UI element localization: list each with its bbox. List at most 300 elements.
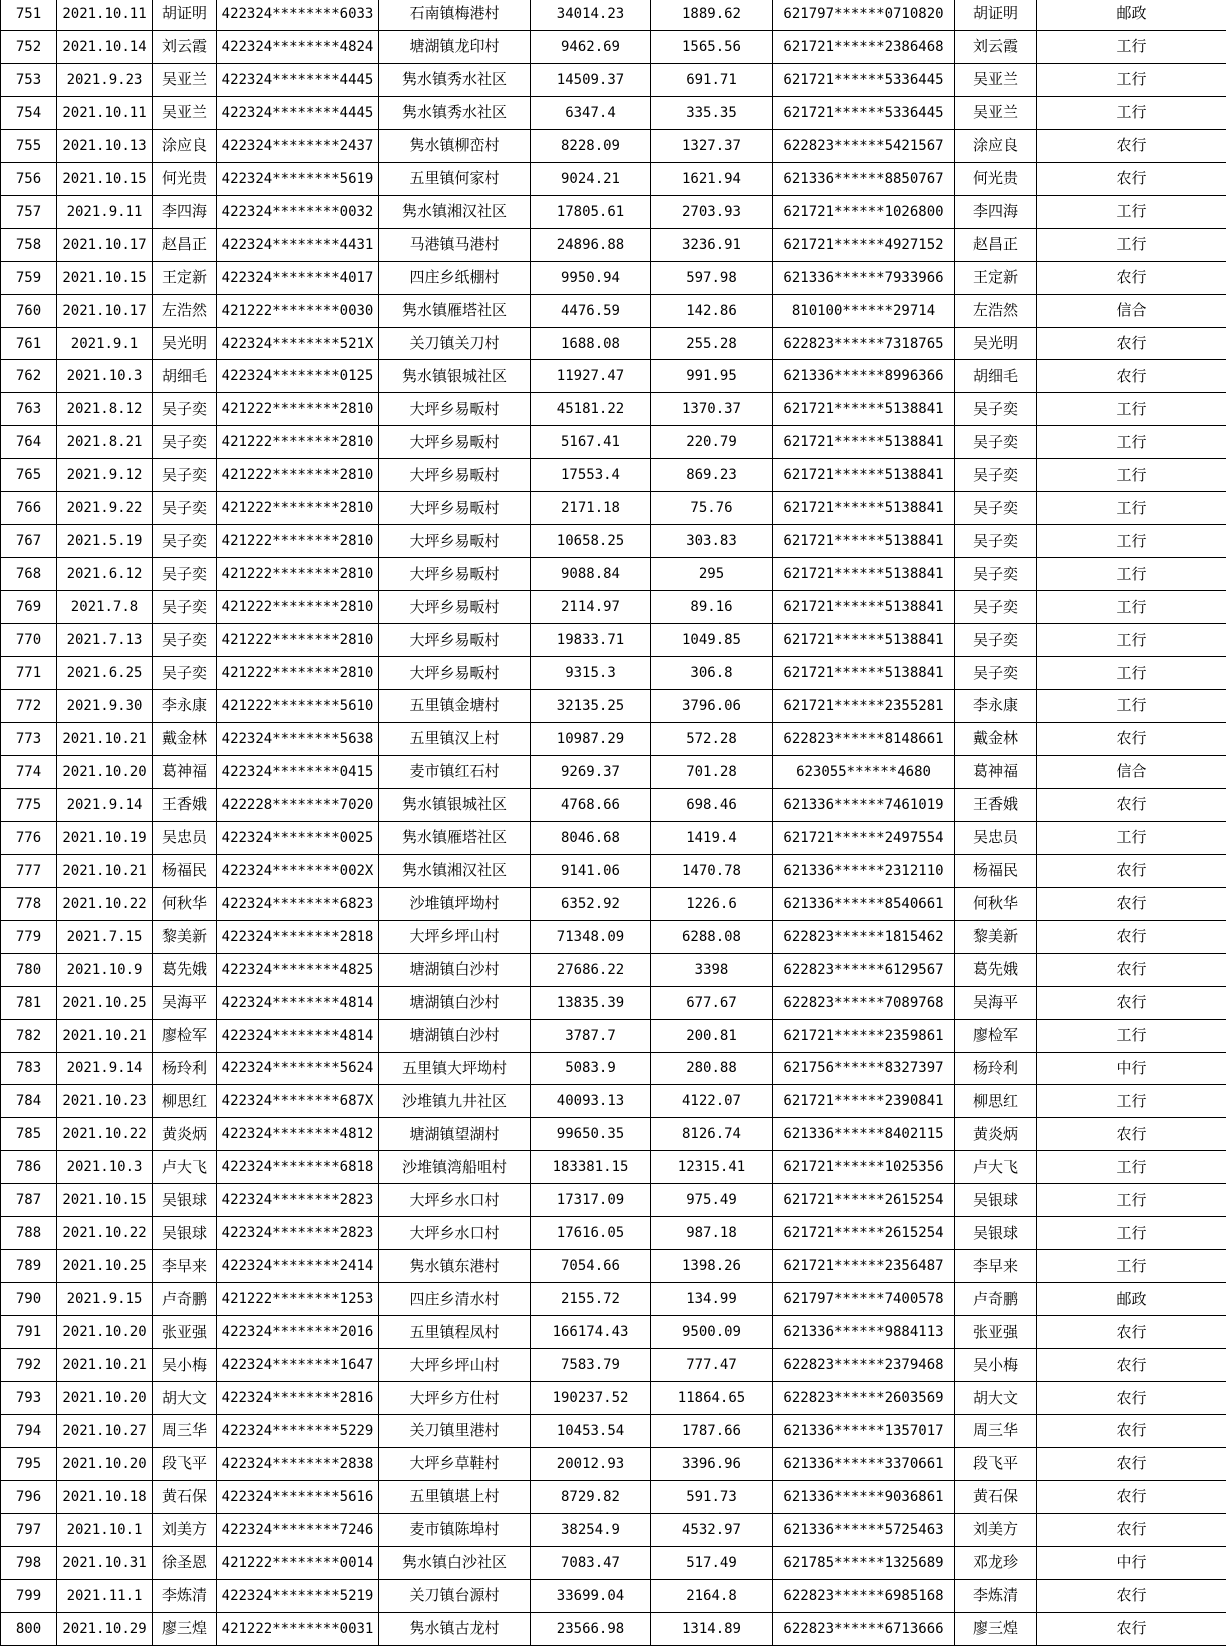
amount-cell: 9024.21 (531, 162, 651, 195)
name-cell: 戴金林 (153, 722, 217, 755)
name-cell: 杨玲利 (153, 1052, 217, 1085)
row-number-cell: 774 (1, 755, 57, 788)
subsidy-cell: 89.16 (651, 591, 773, 624)
name-cell: 张亚强 (153, 1316, 217, 1349)
date-cell: 2021.10.20 (57, 1382, 153, 1415)
table-row (1, 459, 1226, 492)
address-cell: 塘湖镇望湖村 (379, 1118, 531, 1151)
amount-cell: 17553.4 (531, 459, 651, 492)
date-cell: 2021.10.13 (57, 129, 153, 162)
bank-cell: 农行 (1037, 1579, 1226, 1612)
table-row (1, 1019, 1226, 1052)
subsidy-cell: 4532.97 (651, 1513, 773, 1546)
subsidy-cell: 2164.8 (651, 1579, 773, 1612)
id-number-cell: 422324********521X (217, 327, 379, 360)
date-cell: 2021.7.15 (57, 920, 153, 953)
account-number-cell: 621721******5138841 (773, 591, 955, 624)
date-cell: 2021.9.14 (57, 788, 153, 821)
bank-cell: 工行 (1037, 393, 1226, 426)
id-number-cell: 422324********0125 (217, 360, 379, 393)
id-number-cell: 422324********2437 (217, 129, 379, 162)
date-cell: 2021.6.25 (57, 657, 153, 690)
account-number-cell: 621336******9884113 (773, 1316, 955, 1349)
address-cell: 隽水镇雁塔社区 (379, 294, 531, 327)
table-row (1, 591, 1226, 624)
account-holder-cell: 廖三煌 (955, 1612, 1037, 1645)
subsidy-cell: 2703.93 (651, 195, 773, 228)
date-cell: 2021.10.18 (57, 1480, 153, 1513)
row-number-cell: 793 (1, 1382, 57, 1415)
address-cell: 隽水镇湘汉社区 (379, 195, 531, 228)
subsidy-cell: 987.18 (651, 1217, 773, 1250)
bank-cell: 农行 (1037, 920, 1226, 953)
subsidy-cell: 1226.6 (651, 887, 773, 920)
id-number-cell: 421222********1253 (217, 1283, 379, 1316)
account-holder-cell: 吴子奕 (955, 657, 1037, 690)
account-number-cell: 621721******2386468 (773, 30, 955, 63)
subsidy-cell: 220.79 (651, 426, 773, 459)
date-cell: 2021.10.25 (57, 986, 153, 1019)
subsidy-cell: 280.88 (651, 1052, 773, 1085)
id-number-cell: 422324********2016 (217, 1316, 379, 1349)
row-number-cell: 794 (1, 1414, 57, 1447)
address-cell: 隽水镇湘汉社区 (379, 854, 531, 887)
date-cell: 2021.10.21 (57, 854, 153, 887)
amount-cell: 14509.37 (531, 63, 651, 96)
account-holder-cell: 卢奇鹏 (955, 1283, 1037, 1316)
id-number-cell: 422324********7246 (217, 1513, 379, 1546)
id-number-cell: 422324********4814 (217, 986, 379, 1019)
date-cell: 2021.9.22 (57, 492, 153, 525)
bank-cell: 工行 (1037, 1217, 1226, 1250)
account-holder-cell: 廖检军 (955, 1019, 1037, 1052)
subsidy-cell: 677.67 (651, 986, 773, 1019)
subsidy-cell: 1314.89 (651, 1612, 773, 1645)
account-number-cell: 621721******2615254 (773, 1184, 955, 1217)
row-number-cell: 763 (1, 393, 57, 426)
subsidy-cell: 255.28 (651, 327, 773, 360)
id-number-cell: 422324********6033 (217, 0, 379, 30)
id-number-cell: 422324********2818 (217, 920, 379, 953)
date-cell: 2021.10.3 (57, 1151, 153, 1184)
bank-cell: 工行 (1037, 690, 1226, 723)
account-holder-cell: 邓龙珍 (955, 1546, 1037, 1579)
bank-cell: 邮政 (1037, 0, 1226, 30)
amount-cell: 38254.9 (531, 1513, 651, 1546)
name-cell: 吴海平 (153, 986, 217, 1019)
account-number-cell: 621721******2359861 (773, 1019, 955, 1052)
name-cell: 吴小梅 (153, 1349, 217, 1382)
table-row (1, 887, 1226, 920)
name-cell: 赵昌正 (153, 228, 217, 261)
id-number-cell: 422324********4824 (217, 30, 379, 63)
table-row (1, 525, 1226, 558)
bank-cell: 农行 (1037, 788, 1226, 821)
account-number-cell: 622823******5421567 (773, 129, 955, 162)
subsidy-cell: 3396.96 (651, 1447, 773, 1480)
account-number-cell: 621721******2356487 (773, 1250, 955, 1283)
table-row (1, 426, 1226, 459)
id-number-cell: 422324********5619 (217, 162, 379, 195)
account-number-cell: 621721******2390841 (773, 1085, 955, 1118)
account-number-cell: 621785******1325689 (773, 1546, 955, 1579)
id-number-cell: 422324********2816 (217, 1382, 379, 1415)
account-number-cell: 623055******4680 (773, 755, 955, 788)
table-row (1, 1546, 1226, 1579)
account-number-cell: 621721******2355281 (773, 690, 955, 723)
name-cell: 葛神福 (153, 755, 217, 788)
account-holder-cell: 李炼清 (955, 1579, 1037, 1612)
bank-cell: 工行 (1037, 1184, 1226, 1217)
table-row (1, 1349, 1226, 1382)
id-number-cell: 422324********4445 (217, 63, 379, 96)
amount-cell: 8729.82 (531, 1480, 651, 1513)
account-number-cell: 621336******8850767 (773, 162, 955, 195)
subsidy-cell: 1049.85 (651, 624, 773, 657)
id-number-cell: 421222********2810 (217, 459, 379, 492)
amount-cell: 1688.08 (531, 327, 651, 360)
bank-cell: 工行 (1037, 1085, 1226, 1118)
account-number-cell: 621336******9036861 (773, 1480, 955, 1513)
subsidy-cell: 701.28 (651, 755, 773, 788)
id-number-cell: 421222********2810 (217, 624, 379, 657)
account-holder-cell: 胡细毛 (955, 360, 1037, 393)
date-cell: 2021.10.25 (57, 1250, 153, 1283)
account-number-cell: 621336******5725463 (773, 1513, 955, 1546)
id-number-cell: 422324********5229 (217, 1414, 379, 1447)
row-number-cell: 783 (1, 1052, 57, 1085)
date-cell: 2021.10.15 (57, 261, 153, 294)
subsidy-cell: 303.83 (651, 525, 773, 558)
amount-cell: 2114.97 (531, 591, 651, 624)
address-cell: 大坪乡坪山村 (379, 920, 531, 953)
address-cell: 麦市镇红石村 (379, 755, 531, 788)
account-number-cell: 621721******5336445 (773, 63, 955, 96)
id-number-cell: 422324********0032 (217, 195, 379, 228)
id-number-cell: 421222********2810 (217, 591, 379, 624)
id-number-cell: 422324********6823 (217, 887, 379, 920)
table-row (1, 788, 1226, 821)
name-cell: 左浩然 (153, 294, 217, 327)
table-row (1, 1316, 1226, 1349)
amount-cell: 166174.43 (531, 1316, 651, 1349)
amount-cell: 34014.23 (531, 0, 651, 30)
bank-cell: 农行 (1037, 1480, 1226, 1513)
amount-cell: 8046.68 (531, 821, 651, 854)
id-number-cell: 421222********5610 (217, 690, 379, 723)
id-number-cell: 421222********0031 (217, 1612, 379, 1645)
name-cell: 周三华 (153, 1414, 217, 1447)
id-number-cell: 422324********4825 (217, 953, 379, 986)
row-number-cell: 765 (1, 459, 57, 492)
amount-cell: 10987.29 (531, 722, 651, 755)
table-row (1, 722, 1226, 755)
name-cell: 胡证明 (153, 0, 217, 30)
id-number-cell: 421222********0030 (217, 294, 379, 327)
bank-cell: 农行 (1037, 360, 1226, 393)
row-number-cell: 777 (1, 854, 57, 887)
bank-cell: 农行 (1037, 1447, 1226, 1480)
amount-cell: 45181.22 (531, 393, 651, 426)
id-number-cell: 422324********0025 (217, 821, 379, 854)
account-number-cell: 621756******8327397 (773, 1052, 955, 1085)
address-cell: 塘湖镇白沙村 (379, 1019, 531, 1052)
table-row (1, 1184, 1226, 1217)
bank-cell: 邮政 (1037, 1283, 1226, 1316)
amount-cell: 190237.52 (531, 1382, 651, 1415)
subsidy-cell: 4122.07 (651, 1085, 773, 1118)
amount-cell: 19833.71 (531, 624, 651, 657)
date-cell: 2021.10.17 (57, 228, 153, 261)
row-number-cell: 775 (1, 788, 57, 821)
address-cell: 五里镇金塘村 (379, 690, 531, 723)
row-number-cell: 780 (1, 953, 57, 986)
account-number-cell: 622823******6985168 (773, 1579, 955, 1612)
subsidy-cell: 200.81 (651, 1019, 773, 1052)
bank-cell: 工行 (1037, 1250, 1226, 1283)
address-cell: 麦市镇陈埠村 (379, 1513, 531, 1546)
account-holder-cell: 胡证明 (955, 0, 1037, 30)
row-number-cell: 764 (1, 426, 57, 459)
date-cell: 2021.9.12 (57, 459, 153, 492)
address-cell: 关刀镇关刀村 (379, 327, 531, 360)
row-number-cell: 758 (1, 228, 57, 261)
subsidy-cell: 6288.08 (651, 920, 773, 953)
row-number-cell: 767 (1, 525, 57, 558)
account-holder-cell: 刘云霞 (955, 30, 1037, 63)
table-row (1, 492, 1226, 525)
subsidy-cell: 335.35 (651, 96, 773, 129)
date-cell: 2021.10.14 (57, 30, 153, 63)
row-number-cell: 797 (1, 1513, 57, 1546)
account-holder-cell: 段飞平 (955, 1447, 1037, 1480)
account-number-cell: 621721******1026800 (773, 195, 955, 228)
date-cell: 2021.10.11 (57, 0, 153, 30)
bank-cell: 工行 (1037, 228, 1226, 261)
address-cell: 关刀镇里港村 (379, 1414, 531, 1447)
name-cell: 吴子奕 (153, 492, 217, 525)
bank-cell: 农行 (1037, 261, 1226, 294)
subsidy-cell: 306.8 (651, 657, 773, 690)
date-cell: 2021.10.22 (57, 1118, 153, 1151)
row-number-cell: 787 (1, 1184, 57, 1217)
account-number-cell: 621721******5138841 (773, 624, 955, 657)
name-cell: 李四海 (153, 195, 217, 228)
date-cell: 2021.10.22 (57, 887, 153, 920)
table-row (1, 1052, 1226, 1085)
id-number-cell: 422324********5624 (217, 1052, 379, 1085)
account-number-cell: 621797******7400578 (773, 1283, 955, 1316)
table-row (1, 393, 1226, 426)
subsidy-cell: 698.46 (651, 788, 773, 821)
date-cell: 2021.10.23 (57, 1085, 153, 1118)
account-holder-cell: 黄炎炳 (955, 1118, 1037, 1151)
account-holder-cell: 吴光明 (955, 327, 1037, 360)
date-cell: 2021.10.19 (57, 821, 153, 854)
name-cell: 吴银球 (153, 1184, 217, 1217)
table-row (1, 1579, 1226, 1612)
bank-cell: 信合 (1037, 755, 1226, 788)
account-number-cell: 621336******8540661 (773, 887, 955, 920)
row-number-cell: 762 (1, 360, 57, 393)
row-number-cell: 757 (1, 195, 57, 228)
account-number-cell: 621721******2615254 (773, 1217, 955, 1250)
table-row (1, 986, 1226, 1019)
id-number-cell: 422324********1647 (217, 1349, 379, 1382)
row-number-cell: 756 (1, 162, 57, 195)
date-cell: 2021.10.15 (57, 1184, 153, 1217)
account-number-cell: 621797******0710820 (773, 0, 955, 30)
address-cell: 塘湖镇龙印村 (379, 30, 531, 63)
date-cell: 2021.10.15 (57, 162, 153, 195)
bank-cell: 农行 (1037, 1382, 1226, 1415)
amount-cell: 23566.98 (531, 1612, 651, 1645)
address-cell: 五里镇程凤村 (379, 1316, 531, 1349)
name-cell: 吴忠员 (153, 821, 217, 854)
account-number-cell: 621336******8996366 (773, 360, 955, 393)
table-row (1, 1217, 1226, 1250)
row-number-cell: 771 (1, 657, 57, 690)
id-number-cell: 421222********2810 (217, 525, 379, 558)
subsidy-cell: 517.49 (651, 1546, 773, 1579)
bank-cell: 农行 (1037, 1349, 1226, 1382)
name-cell: 黄石保 (153, 1480, 217, 1513)
address-cell: 大坪乡草鞋村 (379, 1447, 531, 1480)
subsidy-cell: 597.98 (651, 261, 773, 294)
table-row (1, 657, 1226, 690)
account-number-cell: 621336******3370661 (773, 1447, 955, 1480)
address-cell: 隽水镇银城社区 (379, 788, 531, 821)
amount-cell: 183381.15 (531, 1151, 651, 1184)
account-number-cell: 622823******8148661 (773, 722, 955, 755)
address-cell: 隽水镇银城社区 (379, 360, 531, 393)
row-number-cell: 753 (1, 63, 57, 96)
amount-cell: 71348.09 (531, 920, 651, 953)
subsidy-cell: 3796.06 (651, 690, 773, 723)
id-number-cell: 421222********0014 (217, 1546, 379, 1579)
amount-cell: 33699.04 (531, 1579, 651, 1612)
amount-cell: 17805.61 (531, 195, 651, 228)
subsidy-cell: 1327.37 (651, 129, 773, 162)
row-number-cell: 768 (1, 558, 57, 591)
address-cell: 塘湖镇白沙村 (379, 953, 531, 986)
account-holder-cell: 吴子奕 (955, 525, 1037, 558)
row-number-cell: 786 (1, 1151, 57, 1184)
account-holder-cell: 葛先娥 (955, 953, 1037, 986)
account-number-cell: 621721******5138841 (773, 426, 955, 459)
row-number-cell: 791 (1, 1316, 57, 1349)
address-cell: 沙堆镇湾船咀村 (379, 1151, 531, 1184)
account-holder-cell: 吴亚兰 (955, 63, 1037, 96)
id-number-cell: 422324********0415 (217, 755, 379, 788)
amount-cell: 11927.47 (531, 360, 651, 393)
account-holder-cell: 左浩然 (955, 294, 1037, 327)
address-cell: 大坪乡易畈村 (379, 426, 531, 459)
table-row (1, 0, 1226, 30)
subsidy-cell: 869.23 (651, 459, 773, 492)
date-cell: 2021.10.9 (57, 953, 153, 986)
row-number-cell: 759 (1, 261, 57, 294)
address-cell: 大坪乡坪山村 (379, 1349, 531, 1382)
date-cell: 2021.10.27 (57, 1414, 153, 1447)
bank-cell: 工行 (1037, 821, 1226, 854)
address-cell: 四庄乡清水村 (379, 1283, 531, 1316)
bank-cell: 工行 (1037, 558, 1226, 591)
date-cell: 2021.10.11 (57, 96, 153, 129)
amount-cell: 5167.41 (531, 426, 651, 459)
address-cell: 沙堆镇九井社区 (379, 1085, 531, 1118)
account-holder-cell: 葛神福 (955, 755, 1037, 788)
account-holder-cell: 吴子奕 (955, 393, 1037, 426)
name-cell: 李早来 (153, 1250, 217, 1283)
subsidy-cell: 75.76 (651, 492, 773, 525)
name-cell: 何秋华 (153, 887, 217, 920)
table-row (1, 1414, 1226, 1447)
date-cell: 2021.9.30 (57, 690, 153, 723)
name-cell: 卢奇鹏 (153, 1283, 217, 1316)
subsidy-cell: 295 (651, 558, 773, 591)
bank-cell: 中行 (1037, 1546, 1226, 1579)
table-row (1, 1612, 1226, 1645)
bank-cell: 农行 (1037, 887, 1226, 920)
address-cell: 大坪乡易畈村 (379, 624, 531, 657)
address-cell: 石南镇梅港村 (379, 0, 531, 30)
row-number-cell: 773 (1, 722, 57, 755)
id-number-cell: 422324********2838 (217, 1447, 379, 1480)
name-cell: 吴亚兰 (153, 63, 217, 96)
subsidy-cell: 8126.74 (651, 1118, 773, 1151)
subsidy-cell: 1787.66 (651, 1414, 773, 1447)
amount-cell: 2171.18 (531, 492, 651, 525)
table-row (1, 360, 1226, 393)
account-holder-cell: 吴海平 (955, 986, 1037, 1019)
row-number-cell: 772 (1, 690, 57, 723)
table-row (1, 920, 1226, 953)
amount-cell: 32135.25 (531, 690, 651, 723)
amount-cell: 9088.84 (531, 558, 651, 591)
table-row (1, 96, 1226, 129)
amount-cell: 7583.79 (531, 1349, 651, 1382)
name-cell: 卢大飞 (153, 1151, 217, 1184)
id-number-cell: 421222********2810 (217, 558, 379, 591)
bank-cell: 农行 (1037, 722, 1226, 755)
id-number-cell: 421222********2810 (217, 492, 379, 525)
address-cell: 大坪乡易畈村 (379, 459, 531, 492)
account-number-cell: 621721******4927152 (773, 228, 955, 261)
bank-cell: 农行 (1037, 986, 1226, 1019)
address-cell: 关刀镇台源村 (379, 1579, 531, 1612)
address-cell: 大坪乡方仕村 (379, 1382, 531, 1415)
id-number-cell: 422324********4812 (217, 1118, 379, 1151)
date-cell: 2021.10.3 (57, 360, 153, 393)
bank-cell: 农行 (1037, 953, 1226, 986)
amount-cell: 24896.88 (531, 228, 651, 261)
amount-cell: 40093.13 (531, 1085, 651, 1118)
account-holder-cell: 戴金林 (955, 722, 1037, 755)
table-row (1, 30, 1226, 63)
subsidy-cell: 572.28 (651, 722, 773, 755)
account-holder-cell: 王定新 (955, 261, 1037, 294)
table-row (1, 1513, 1226, 1546)
table-row (1, 63, 1226, 96)
address-cell: 五里镇汉上村 (379, 722, 531, 755)
table-row (1, 1382, 1226, 1415)
row-number-cell: 751 (1, 0, 57, 30)
bank-cell: 工行 (1037, 1151, 1226, 1184)
name-cell: 吴银球 (153, 1217, 217, 1250)
bank-cell: 工行 (1037, 525, 1226, 558)
name-cell: 吴子奕 (153, 591, 217, 624)
